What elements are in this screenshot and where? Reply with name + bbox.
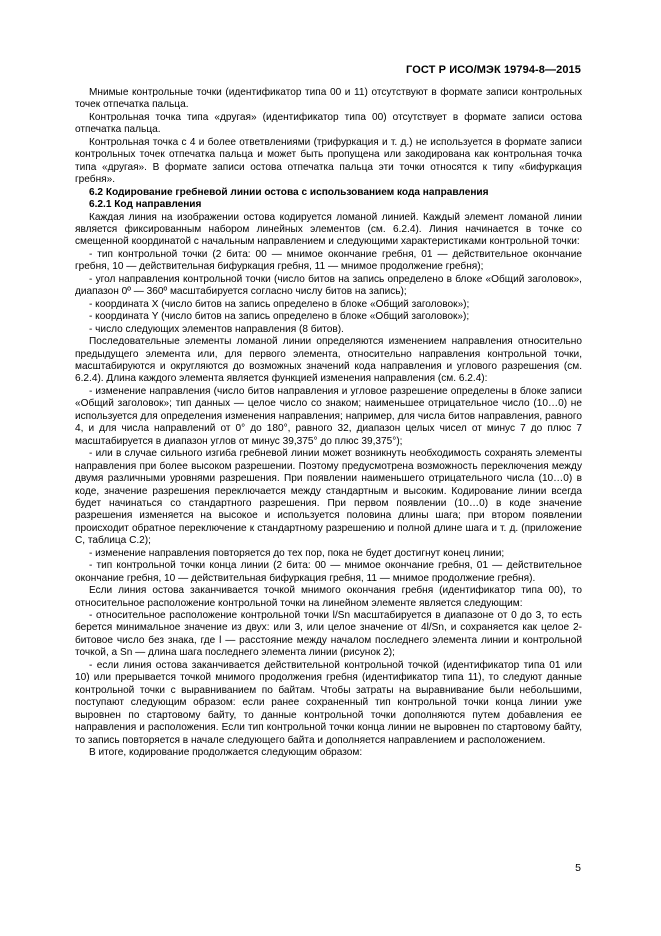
list-item: - изменение направления (число битов направления и угловое разрешение определены в блоке записи «Общий заголовок»; тип данных — целое число со знаком; наименьшее отрицательное число (10…0) не используется для определения изменения направления; например, для числа битов направления, равного 4, и для числа направлений от 0° до 180°, равного 32, диапазон целых чисел от минус 7 до плюс 7 масштабируется в диапазон углов от минус 39,375° до плюс 39,375°); xyxy=(75,385,582,447)
list-item: - или в случае сильного изгиба гребневой линии может возникнуть необходимость сохранять элементы направления при более высоком разрешении. Поэтому предусмотрена возможность переключения между двумя различными уровнями разрешения. При появлении наименьшего отрицательного числа (10…0) в коде, значение разрешения переключается между стандартным и высоким. Кодирование линии всегда будет начинаться со стандартного разрешения. При первом появлении (10…0) в коде значение разрешения изменяется на высокое и используется половина длины шага; при втором появлении происходит обратное переключение к стандартному разрешению и полной длине шага и т. д. (приложение С, таблица С.2); xyxy=(75,448,582,547)
list-item: - изменение направления повторяется до тех пор, пока не будет достигнут конец линии; xyxy=(89,547,505,559)
list-item: - тип контрольной точки конца линии (2 бита: 00 — мнимое окончание гребня, 01 — действительное окончание гребня, 10 — действительная бифуркация гребня, 11 — мнимое продолжение гребня). xyxy=(75,560,582,584)
paragraph: Контрольная точка с 4 и более ответвлениями (трифуркация и т. д.) не используется в формате записи контрольных точек отпечатка пальца и может быть пропущена или закодирована как контрольная точка типа «другая». В формате записи остова отпечатка пальца эти точки относятся к типу «бифуркация гребня». xyxy=(75,136,582,186)
section-heading: 6.2 Кодирование гребневой линии остова с использованием кода направления xyxy=(89,186,489,198)
document-body xyxy=(75,87,582,759)
page-number: 5 xyxy=(575,862,581,874)
list-item: - координата Y (число битов на запись определено в блоке «Общий заголовок»); xyxy=(89,311,470,323)
paragraph: Каждая линия на изображении остова кодируется ломаной линией. Каждый элемент ломаной линии является фиксированным набором линейных элементов (см. 6.2.4). Линия начинается в точке со смещенной координатой с начальным направлением и следующими характеристиками контрольной точки: xyxy=(75,211,582,248)
list-item: - относительное расположение контрольной точки l/Sn масштабируется в диапазоне от 0 до 3, то есть берется минимальное значение из двух: или 3, или целое значение от 4l/Sn, и сохраняется как целое 2-битовое число без знака, где l — расстояние между началом последнего элемента линии и контрольной точкой, а Sn — длина шага последнего элемента линии (рисунок 2); xyxy=(75,610,582,659)
document-header: ГОСТ Р ИСО/МЭК 19794-8—2015 xyxy=(406,64,581,76)
list-item: - тип контрольной точки (2 бита: 00 — мнимое окончание гребня, 01 — действительное окончание гребня, 10 — действительная бифуркация гребня, 11 — мнимое продолжение гребня); xyxy=(75,248,582,273)
list-item: - координата X (число битов на запись определено в блоке «Общий заголовок»); xyxy=(89,298,470,310)
paragraph: Последовательные элементы ломаной линии определяются изменением направления относительно предыдущего элемента или, для первого элемента, относительно направления контрольной точки, масштабируются и округляются до возможных значений кода направления и углового разрешения (см. 6.2.4). Длина каждого элемента является функцией изменения направления (см. 6.2.4): xyxy=(75,336,582,385)
subsection-heading: 6.2.1 Код направления xyxy=(89,199,202,211)
paragraph: Если линия остова заканчивается точкой мнимого окончания гребня (идентификатор типа 00), то относительное расположение контрольной точки на линейном элементе является следующим: xyxy=(75,585,582,609)
paragraph: Контрольная точка типа «другая» (идентификатор типа 00) отсутствует в формате записи остова отпечатка пальца. xyxy=(75,111,582,136)
paragraph: В итоге, кодирование продолжается следующим образом: xyxy=(89,747,363,759)
list-item: - число следующих элементов направления (8 битов). xyxy=(89,323,344,335)
list-item: - если линия остова заканчивается действительной контрольной точкой (идентификатор типа 01 или 10) или прерывается точкой мнимого продолжения гребня (идентификатор типа 11), то следуют данные контрольной точки с выравниванием по байтам. Чтобы затраты на выравнивание были небольшими, поступают следующим образом: если ранее сохраненный тип контрольной точки конца линии уже выровнен по стартовому байту, то данные контрольной точки дополняются путем добавления ее направления и расположения. Если тип контрольной точки конца линии не выровнен по стартовому байту, то запись повторяется в начале следующего байта и дополняется направлением и расположением. xyxy=(75,659,582,746)
paragraph: Мнимые контрольные точки (идентификатор типа 00 и 11) отсутствуют в формате записи контрольных точек отпечатка пальца. xyxy=(75,87,582,111)
list-item: - угол направления контрольной точки (число битов на запись определено в блоке «Общий заголовок», диапазон 0º — 360º масштабируется согласно числу битов на запись); xyxy=(75,273,582,298)
